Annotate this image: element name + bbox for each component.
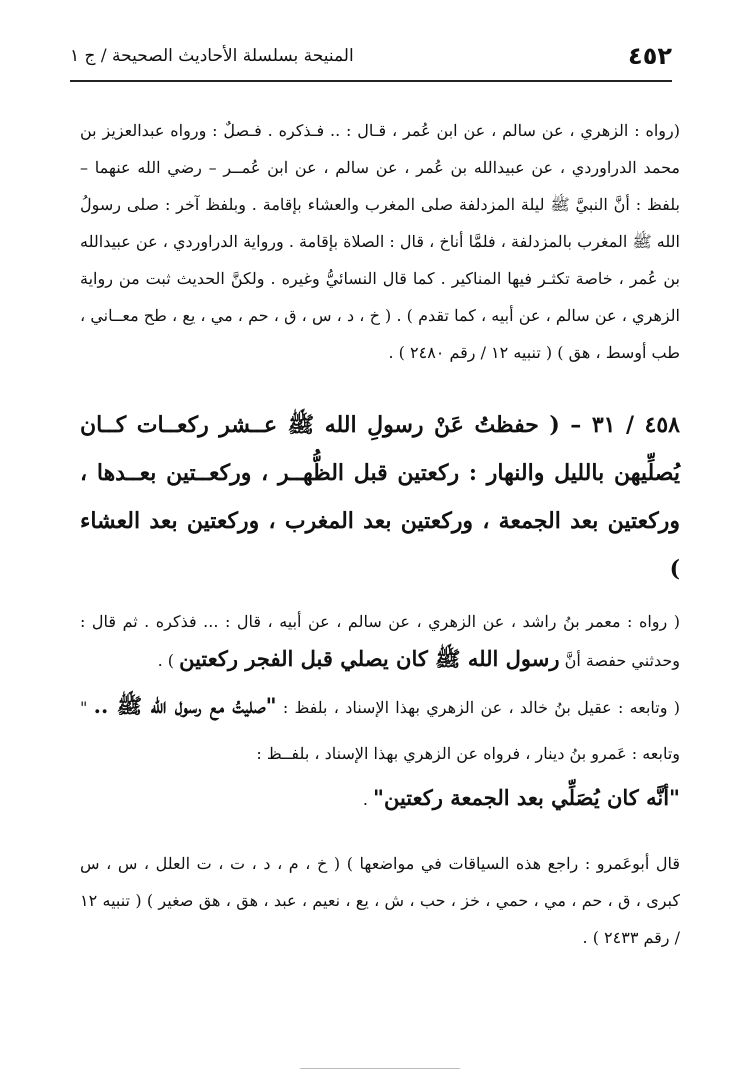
page-header <box>70 38 672 82</box>
narration-paragraph <box>80 603 680 679</box>
corroboration-paragraph <box>80 683 680 777</box>
corroboration-text-1: ( وتابعه : عقيل بنُ خالد ، عن الزهري بهذا الإسناد ، بلفظ : <box>282 698 680 717</box>
corroboration-quote-line <box>80 777 680 821</box>
corroboration-quote-2: "أنَّه كان يُصَلِّي بعد الجمعة ركعتين" <box>373 785 680 810</box>
page-number: ٤٥٢ <box>628 42 672 70</box>
corroboration-text-2: " وتابعه : عَمرو بنُ دينار ، فرواه عن الزهري بهذا الإسناد ، بلفــظ : <box>80 698 680 763</box>
footnote-paragraph-1: (رواه : الزهري ، عن سالم ، عن ابن عُمر ، قـال : .. فـذكره . فـصلٌ : ورواه عبدالعزيز بن محمد الدراوردي ، عن عبيدالله بن عُمر ، عن سالم ، عن ابن عُمــر – رضي الله عنهما – بلفظ : أنَّ النبيَّ ﷺ ليلة المزدلفة صلى المغرب والعشاء بإقامة . وبلفظ آخر : صلى رسولُ الله ﷺ المغرب بالمزدلفة ، فلمَّا أناخ ، قال : الصلاة بإقامة . ورواية الدراوردي ، عن عبيدالله بن عُمر ، خاصة تكثـر فيها المناكير . كما قال النسائيُّ وغيره . ولكنَّ الحديث ثبت من رواية الزهري ، عن سالم ، عن أبيه ، كما تقدم ) . ( خ ، د ، س ، ق ، حم ، مي ، يع ، طح معــاني ، طب أوسط ، هق ) ( تنبيه ١٢ / رقم ٢٤٨٠ ) . <box>80 121 680 362</box>
narration-close: ) . <box>157 651 174 670</box>
running-title: المنيحة بسلسلة الأحاديث الصحيحة / ج ١ <box>70 46 354 66</box>
header-rule <box>70 80 672 82</box>
corroboration-quote-1: "صليتُ مع رسول الله ﷺ .. <box>93 693 277 718</box>
footnote-paragraph-2: قال أبوعَمرو : راجع هذه السياقات في مواضعها ) ( خ ، م ، د ، ت ، ت العلل ، س ، س كبرى ، ق ، حم ، مي ، حمي ، خز ، حب ، ش ، يع ، نعيم ، عبد ، هق ، هق صغير ) ( تنبيه ١٢ / رقم ٢٤٣٣ ) . <box>80 854 681 947</box>
bottom-rule <box>300 1068 460 1069</box>
narration-text: ( رواه : معمر بنُ راشد ، عن الزهري ، عن سالم ، عن أبيه ، قال : ... فذكره . ثم قال : وحدثني حفصة أنَّ <box>80 612 680 670</box>
corroboration-close: . <box>362 790 368 809</box>
hadith-458-text: ٤٥٨ / ٣١ – ( حفظتُ عَنْ رسولِ الله ﷺ عــشر ركعــات كــان يُصلِّيهن بالليل والنهار : ركعتين قبل الظُّهــر ، وركعــتين بعــدها ، وركعتين بعد الجمعة ، وركعتين بعد المغرب ، وركعتين بعد العشاء ) <box>80 412 680 582</box>
narration-quote: رسول الله ﷺ كان يصلي قبل الفجر ركعتين <box>179 646 560 671</box>
page-body <box>80 112 680 956</box>
